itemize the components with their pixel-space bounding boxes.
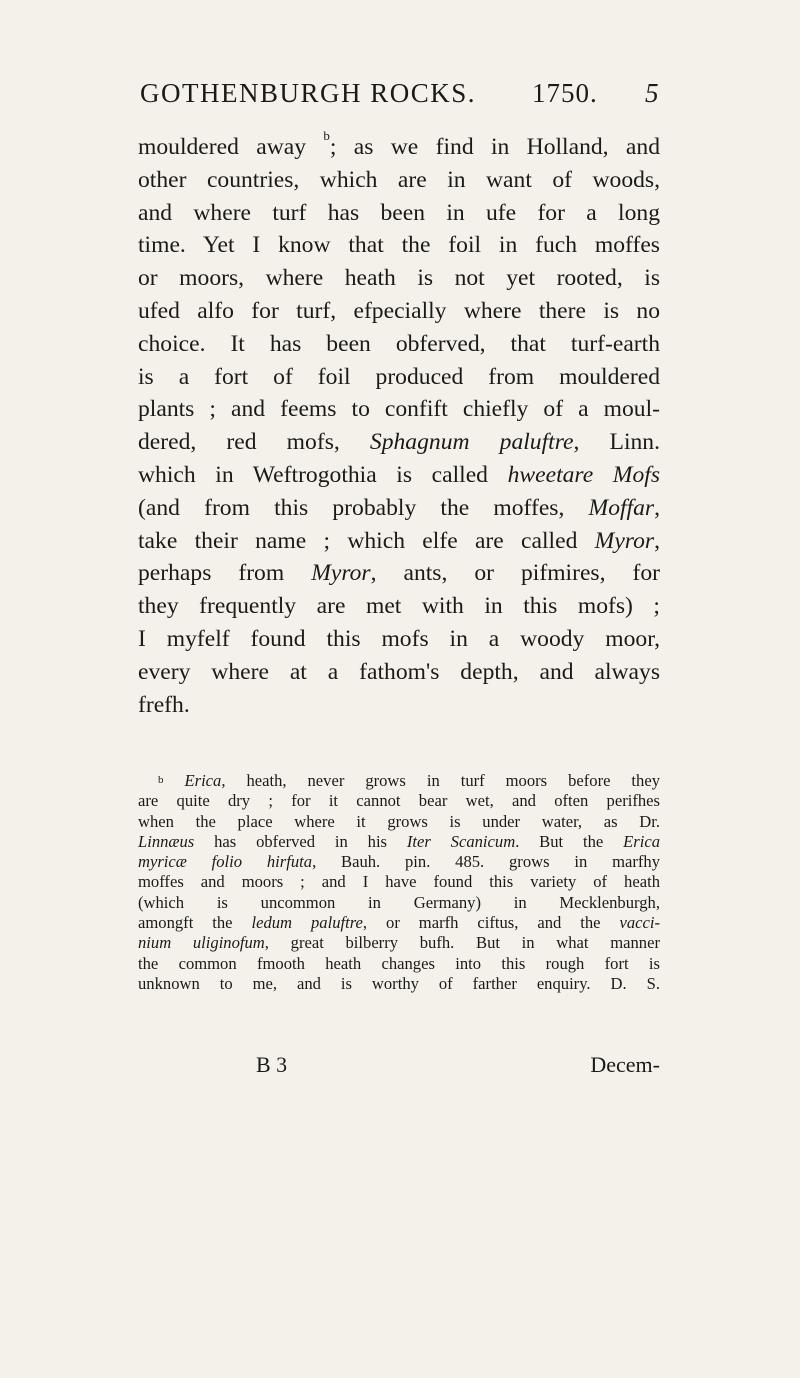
footnote-line: (which is uncommon in Germany) in Mecklenburgh, xyxy=(138,892,660,912)
text-line xyxy=(138,128,660,164)
footnote-marker: b xyxy=(158,774,164,786)
text-segment: ; as we find in Holland, and xyxy=(329,134,660,160)
text-segment: , xyxy=(654,494,660,521)
footnote-text: , heath, never grows in turf moors before they xyxy=(221,771,660,790)
text-line: I myfelf found this mofs in a woody moor, xyxy=(138,625,660,652)
local-name: Myror xyxy=(311,560,371,587)
page-number: 5 xyxy=(645,78,660,108)
text-line xyxy=(138,459,660,492)
signature-line xyxy=(138,1052,660,1080)
footnote-text: , great bilberry bufh. But in what manner xyxy=(264,933,660,953)
running-year: 1750. xyxy=(532,78,598,108)
footnote-text: amongft the xyxy=(138,913,252,933)
catchword: Decem- xyxy=(590,1052,660,1077)
footnote-line: moffes and moors ; and I have found this variety of heath xyxy=(138,872,660,892)
text-segment: mouldered away xyxy=(138,134,307,160)
text-line: is a fort of foil produced from mouldered xyxy=(138,363,660,390)
text-line: they frequently are met with in this mofs) ; xyxy=(138,593,660,620)
footnote-italic: vacci- xyxy=(619,913,660,933)
text-segment: (and from this probably the moffes, xyxy=(138,494,589,521)
footnote-italic: myricæ folio hirfuta xyxy=(138,852,313,872)
local-name: Myror xyxy=(594,527,655,554)
text-line: and where turf has been in ufe for a long xyxy=(138,199,660,226)
text-line: frefh. xyxy=(138,691,190,718)
text-line: time. Yet I know that the foil in fuch moffes xyxy=(138,232,660,259)
taxon-name: Sphagnum paluftre xyxy=(369,429,574,456)
text-segment: perhaps from xyxy=(138,560,312,587)
text-line: other countries, which are in want of woods, xyxy=(138,166,660,193)
local-name: Moffar xyxy=(588,494,655,521)
text-segment: , xyxy=(654,527,660,554)
text-segment: take their name ; which elfe are called xyxy=(138,527,595,554)
text-line: plants ; and feems to confift chiefly of a moul- xyxy=(138,396,660,423)
text-line xyxy=(138,525,660,558)
footnote-italic: Linnæus xyxy=(138,831,195,851)
text-segment: dered, red mofs, xyxy=(138,429,370,456)
footnote-line: when the place where it grows is under water, as Dr. xyxy=(138,811,660,831)
footnote-line: unknown to me, and is worthy of farther enquiry. D. S. xyxy=(138,973,660,993)
footnote-line xyxy=(138,852,660,872)
footnote-italic: ledum paluftre xyxy=(251,913,363,933)
footnote-italic: Erica xyxy=(184,771,222,790)
footnote-line: the common fmooth heath changes into this rough fort is xyxy=(138,953,660,973)
footnote-text: . But the xyxy=(515,831,624,851)
text-segment: , ants, or pifmires, for xyxy=(370,560,660,587)
footnote-line: are quite dry ; for it cannot bear wet, and often perifhes xyxy=(138,791,660,811)
running-head xyxy=(140,78,660,118)
text-line xyxy=(138,426,660,459)
footnote-italic: Iter Scanicum xyxy=(406,831,516,851)
footnote-line xyxy=(138,771,660,791)
local-name: hweetare Mofs xyxy=(507,461,660,488)
text-segment: , Linn. xyxy=(573,429,660,456)
text-line xyxy=(138,557,660,590)
footnote-text: has obferved in his xyxy=(194,831,407,851)
text-segment: which in Weftrogothia is called xyxy=(138,461,508,488)
text-line xyxy=(138,492,660,525)
text-line: ufed alfo for turf, efpecially where there is no xyxy=(138,297,660,324)
footnote-text: , Bauh. pin. 485. grows in marfhy xyxy=(312,852,660,872)
footnote-line xyxy=(138,832,660,852)
footnote-italic: Erica xyxy=(623,831,660,851)
text-line: choice. It has been obferved, that turf-earth xyxy=(138,330,660,357)
text-line: or moors, where heath is not yet rooted, is xyxy=(138,265,660,292)
running-title: GOTHENBURGH ROCKS. xyxy=(140,78,477,108)
text-line: every where at a fathom's depth, and always xyxy=(138,658,660,685)
footnote-reference: b xyxy=(323,128,330,143)
footnote xyxy=(138,771,660,994)
footnote-italic: nium uliginofum xyxy=(138,933,265,953)
signature-mark: B 3 xyxy=(256,1052,288,1077)
main-text xyxy=(138,128,660,721)
footnote-line xyxy=(138,933,660,953)
footnote-line xyxy=(138,913,660,933)
footnote-text: , or marfh ciftus, and the xyxy=(362,913,620,933)
